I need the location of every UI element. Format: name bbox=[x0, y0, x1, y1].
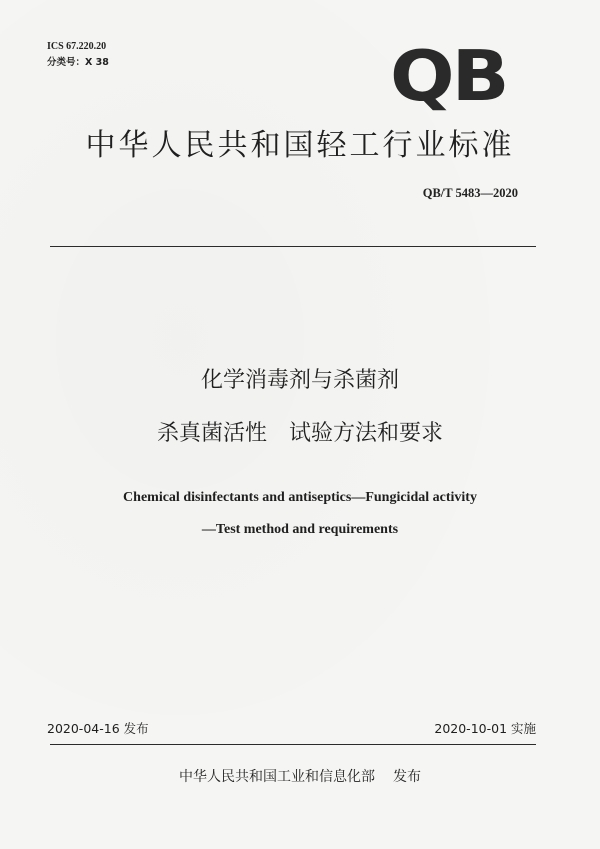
ics-code: ICS 67.220.20 bbox=[47, 41, 107, 52]
chinese-title-line-2: 杀真菌活性 试验方法和要求 bbox=[156, 421, 443, 446]
english-title-line-1: Chemical disinfectants and antiseptics—Fungicidal activity bbox=[123, 490, 477, 505]
top-divider bbox=[50, 246, 536, 247]
industry-standard-title: 中华人民共和国轻工行业标准 bbox=[85, 128, 515, 163]
qb-logo: QB bbox=[390, 34, 507, 117]
publisher-name: 中华人民共和国工业和信息化部 bbox=[179, 769, 375, 785]
publisher bbox=[0, 766, 600, 786]
chinese-title-line-1: 化学消毒剂与杀菌剂 bbox=[200, 368, 399, 393]
bottom-divider bbox=[50, 744, 536, 745]
english-title-line-2: —Test method and requirements bbox=[201, 522, 399, 537]
standard-number: QB/T 5483—2020 bbox=[422, 186, 518, 200]
classification-code: 分类号：X 38 bbox=[47, 57, 109, 68]
issue-date: 2020-04-16 发布 bbox=[47, 721, 149, 736]
implementation-date: 2020-10-01 实施 bbox=[434, 721, 536, 736]
publisher-action: 发布 bbox=[393, 769, 421, 785]
